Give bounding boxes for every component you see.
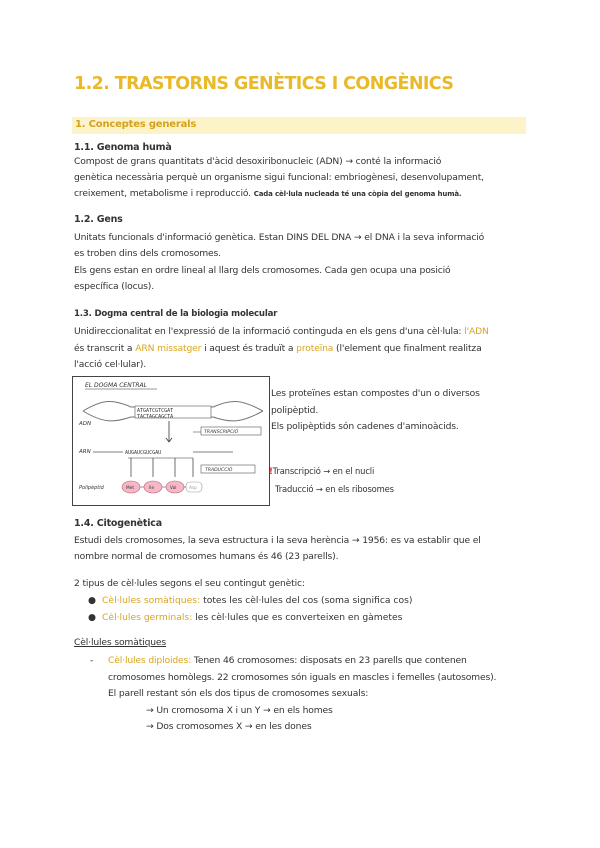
bullet-dot-icon: ● — [88, 595, 97, 606]
bullet-2-text: les cèl·lules que es converteixen en gàmetes — [195, 612, 403, 623]
rna-seq: AUGAUCGUCGAU — [125, 450, 162, 456]
dogma-heading: 1.3. Dogma central de la biologia molecular — [74, 309, 278, 319]
dogma-translation-note: Traducció → en els ribosomes — [275, 484, 394, 494]
somatic-subheading: Cèl·lules somàtiques — [74, 637, 167, 648]
warning-mark-icon: ! — [269, 466, 273, 476]
dna-label: ADN — [79, 421, 92, 427]
dogma-side-1: Les proteïnes estan compostes d'un o diversos — [271, 388, 480, 399]
dogma-line-2-a: és transcrit a — [74, 343, 133, 354]
genoma-line-1: Compost de grans quantitats d'àcid desoxiribonucleic (ADN) → conté la informació — [74, 156, 442, 167]
section-heading-bar — [72, 117, 526, 134]
cito-line-2: nombre normal de cromosomes humans és 46 (23 parells). — [74, 551, 339, 562]
dogma-diagram — [72, 376, 270, 506]
dogma-line-2 — [74, 343, 482, 354]
bullet-2-hl: Cèl·lules germinals: — [102, 612, 193, 623]
polypeptide-label: Polipèptid — [79, 485, 104, 491]
dogma-diagram-svg — [73, 377, 269, 505]
page-title: 1.2. TRASTORNS GENÈTICS I CONGÈNICS — [74, 74, 454, 94]
cito-intro: 2 tipus de cèl·lules segons el seu contingut genètic: — [74, 578, 305, 589]
diploid-line-1 — [90, 655, 467, 666]
dogma-line-1-text: Unidireccionalitat en l'expressió de la informació continguda en els gens d'una cèl·lula: — [74, 326, 462, 337]
genoma-note: Cada cèl·lula nucleada té una còpia del genoma humà. — [253, 190, 462, 198]
bullet-dot-icon: ● — [88, 612, 97, 623]
dna-top-seq: ATGATCGTCGAT — [137, 408, 174, 414]
dogma-line-2-c: (l'element que finalment realitza — [336, 343, 482, 354]
aa2-label: Ile — [149, 486, 155, 491]
gens-line-2: es troben dins dels cromosomes. — [74, 248, 221, 259]
diploid-hl: Cèl·lules diploides: — [108, 655, 192, 666]
cito-heading: 1.4. Citogenètica — [74, 518, 162, 529]
dogma-transcription-note — [269, 466, 374, 476]
diploid-line-3: El parell restant són els dos tipus de cromosomes sexuals: — [108, 688, 369, 699]
bullet-1-hl: Cèl·lules somàtiques: — [102, 595, 201, 606]
dogma-side-3: Els polipèptids són cadenes d'aminoàcids. — [271, 421, 459, 432]
gens-line-1: Unitats funcionals d'informació genètica. Estan DINS DEL DNA → el DNA i la seva informació — [74, 232, 485, 243]
section-heading: 1. Conceptes generals — [75, 119, 197, 130]
rna-label: ARN — [79, 449, 91, 455]
gens-line-4: específica (locus). — [74, 281, 154, 292]
gens-heading: 1.2. Gens — [74, 214, 123, 225]
aa1-label: Met — [126, 486, 135, 491]
aa4-label: Asp — [189, 486, 197, 491]
cito-line-1: Estudi dels cromosomes, la seva estructura i la seva herència → 1956: es va establir que el — [74, 535, 481, 546]
dogma-side-2: polipèptid. — [271, 405, 319, 416]
dogma-hl-proteina: proteïna — [296, 343, 334, 354]
translation-label: TRADUCCIÓ — [205, 468, 233, 473]
genoma-line-2: genètica necessària perquè un organisme sigui funcional: embriogènesi, desenvolupament, — [74, 172, 484, 183]
bullet-1-text: totes les cèl·lules del cos (soma significa cos) — [203, 595, 413, 606]
dogma-hl-adn: l'ADN — [464, 326, 489, 337]
gens-line-3: Els gens estan en ordre lineal al llarg dels cromosomes. Cada gen ocupa una posició — [74, 265, 451, 276]
dogma-hl-arn: ARN missatger — [135, 343, 202, 354]
dash-icon: - — [90, 655, 94, 666]
cito-bullet-1 — [88, 595, 412, 606]
diploid-line-2: cromosomes homòlegs. 22 cromosomes són iguals en mascles i femelles (autosomes). — [108, 672, 497, 683]
aa3-label: Val — [170, 486, 177, 491]
genoma-line-3 — [74, 188, 461, 199]
dogma-line-2-b: i aquest és traduït a — [204, 343, 294, 354]
diagram-title: EL DOGMA CENTRAL — [85, 382, 147, 389]
genoma-line-3-text: creixement, metabolisme i reproducció. — [74, 188, 251, 199]
dna-bottom-seq: TACTAGCAGCTA — [137, 414, 174, 420]
sex-chrom-men: → Un cromosoma X i un Y → en els homes — [146, 705, 333, 716]
diploid-text: Tenen 46 cromosomes: disposats en 23 parells que contenen — [193, 655, 467, 666]
dogma-line-3: l'acció cel·lular). — [74, 359, 147, 370]
transcription-label: TRANSCRIPCIÓ — [204, 430, 239, 435]
cito-bullet-2 — [88, 612, 402, 623]
dogma-line-1 — [74, 326, 489, 337]
dogma-transcription-text: Transcripció → en el nucli — [272, 466, 375, 476]
genoma-heading: 1.1. Genoma humà — [74, 142, 172, 153]
sex-chrom-women: → Dos cromosomes X → en les dones — [146, 721, 312, 732]
